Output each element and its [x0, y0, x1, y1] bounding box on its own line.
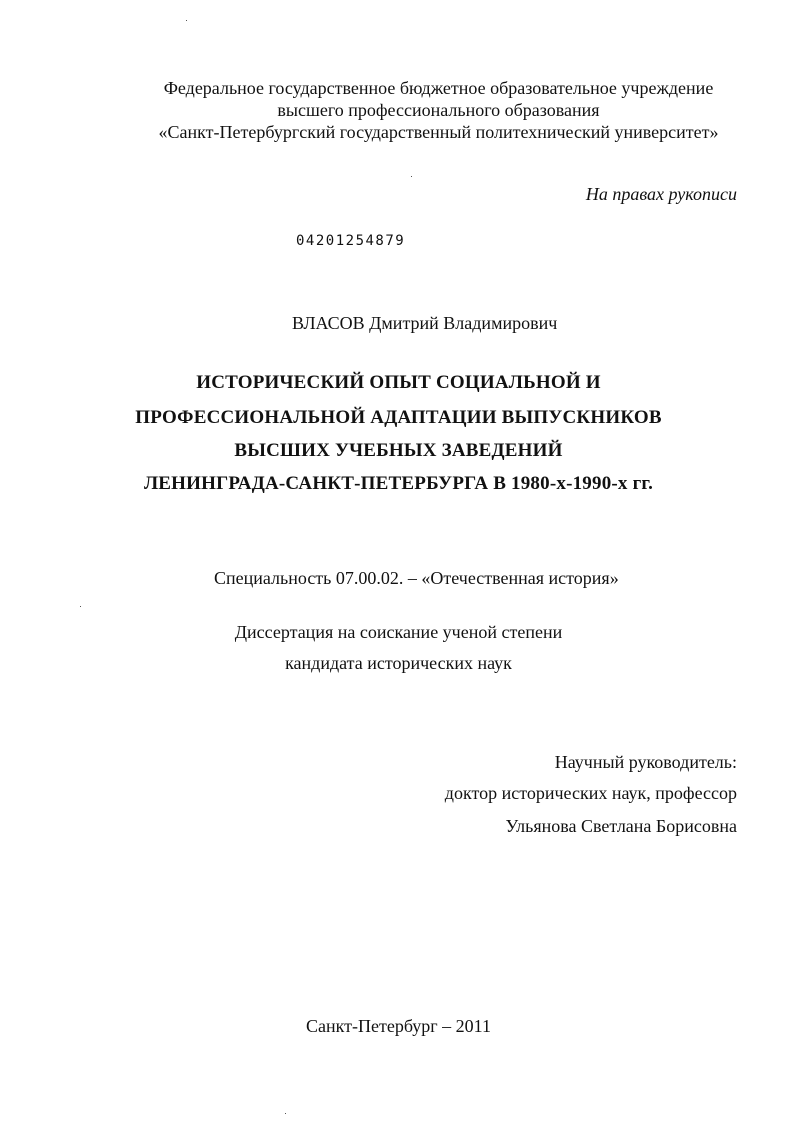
- dissertation-title-line-2: ПРОФЕССИОНАЛЬНОЙ АДАПТАЦИИ ВЫПУСКНИКОВ: [135, 407, 662, 428]
- specialty: Специальность 07.00.02. – «Отечественная история»: [214, 568, 619, 588]
- institution-line-1: Федеральное государственное бюджетное образовательное учреждение: [163, 78, 714, 98]
- dissertation-title-line-4: ЛЕНИНГРАДА-САНКТ-ПЕТЕРБУРГА В 1980-х-1990-х гг.: [143, 473, 654, 494]
- scan-speck: [80, 606, 81, 607]
- scan-speck: [285, 1113, 286, 1114]
- manuscript-note: На правах рукописи: [585, 184, 737, 204]
- city-year: Санкт-Петербург – 2011: [305, 1016, 492, 1036]
- institution-line-3: «Санкт-Петербургский государственный политехнический университет»: [158, 122, 719, 142]
- degree-line-1: Диссертация на соискание ученой степени: [234, 622, 563, 642]
- supervisor-degree: доктор исторических наук, профессор: [444, 783, 737, 803]
- dissertation-title-line-1: ИСТОРИЧЕСКИЙ ОПЫТ СОЦИАЛЬНОЙ И: [196, 372, 601, 393]
- scan-speck: [411, 176, 412, 177]
- scan-speck: [186, 20, 187, 21]
- registry-number: 04201254879: [296, 233, 406, 249]
- institution-line-2: высшего профессионального образования: [277, 100, 600, 120]
- supervisor-name: Ульянова Светлана Борисовна: [505, 816, 737, 836]
- dissertation-title-line-3: ВЫСШИХ УЧЕБНЫХ ЗАВЕДЕНИЙ: [234, 440, 563, 461]
- supervisor-heading: Научный руководитель:: [554, 752, 737, 772]
- author-name: ВЛАСОВ Дмитрий Владимирович: [292, 313, 558, 333]
- degree-line-2: кандидата исторических наук: [285, 653, 512, 673]
